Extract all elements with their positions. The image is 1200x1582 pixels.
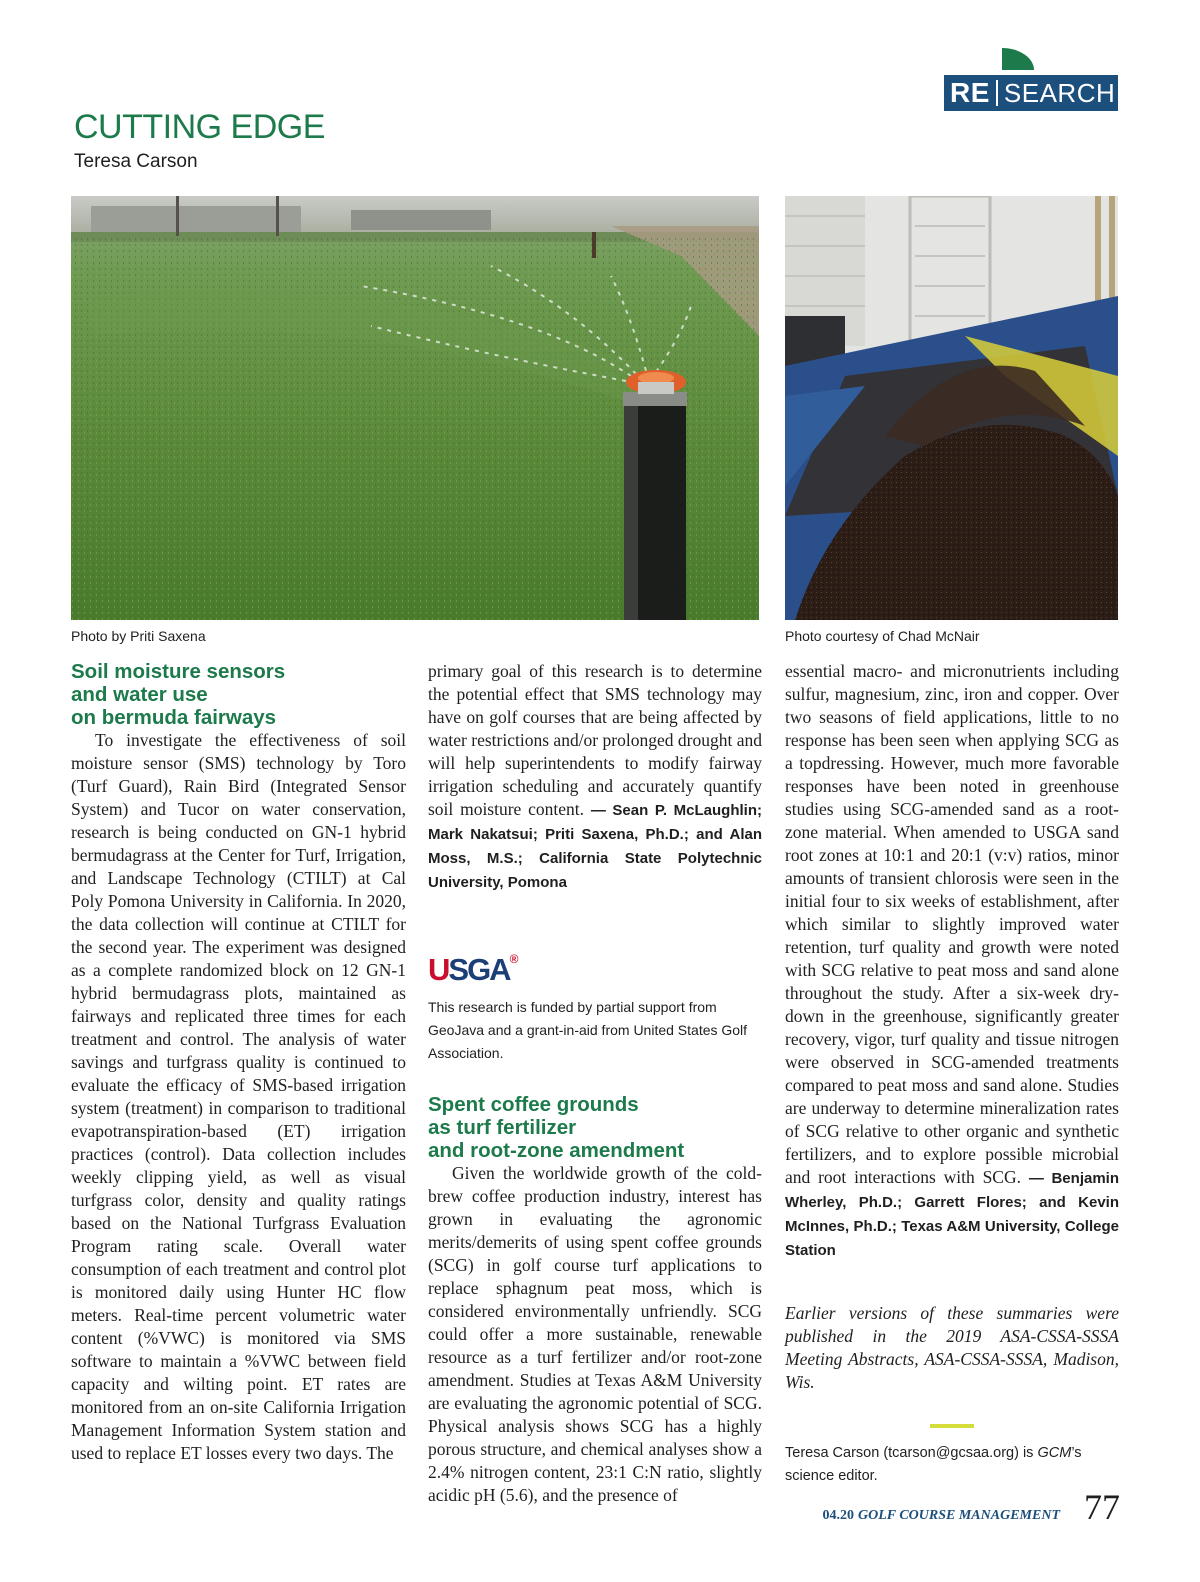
article1-heading-line: on bermuda fairways — [71, 706, 277, 729]
publication-note: Earlier versions of these summaries were published in the 2019 ASA-CSSA-SSSA Meeting Abstracts, ASA-CSSA-SSSA, Madison, Wis. — [785, 1303, 1119, 1392]
bio-text-end: ’s science editor. — [785, 1445, 1082, 1484]
sprinkler-photo — [71, 196, 759, 620]
magazine-name: GOLF COURSE MANAGEMENT — [857, 1508, 1060, 1523]
article2-heading-line: as turf fertilizer — [428, 1116, 577, 1139]
article1-byline: — Sean P. McLaughlin; Mark Nakatsui; Priti Saxena, Ph.D.; and Alan Moss, M.S.; California State Polytechnic University, Pomona — [428, 802, 762, 891]
funding-note: This research is funded by partial support from GeoJava and a grant-in-aid from United States Golf Association. — [428, 999, 748, 1061]
page-title: CUTTING EDGE — [74, 108, 325, 146]
bio-magazine: GCM — [1037, 1445, 1072, 1461]
column-3 — [785, 660, 1119, 1488]
issue-date: 04.20 — [822, 1508, 854, 1523]
article2-body-text: essential macro- and micronutrients including sulfur, magnesium, zinc, iron and copper. Over two seasons of field applications, little to no response has been seen when applying SCG as a topdressing. However, much more favorable responses have been noted in greenhouse studies using SCG-amended sand as a root-zone material. When amended to USGA sand root zones at 10:1 and 20:1 (v:v) ratios, minor amounts of transient chlorosis were seen in the initial four to six weeks of establishment, after which similar to slightly improved water retention, turf quality and growth were noted with SCG relative to peat moss and sand alone throughout the study. After a six-week dry-down in the greenhouse, significantly greater recovery, vigor, turf quality and tissue nitrogen were observed in SCG-amended treatments compared to peat moss and sand alone. Studies are underway to determine mineralization rates of SCG relative to other organic and synthetic fertilizers, and to explore possible microbial and root interactions with SCG. — [785, 661, 1119, 1187]
badge-search: SEARCH — [1003, 77, 1116, 108]
section-tab-flag — [1002, 48, 1034, 70]
page-number: 77 — [1084, 1487, 1120, 1527]
badge-re: RE — [950, 77, 990, 108]
page-footer — [822, 1486, 1120, 1528]
badge-divider — [996, 80, 998, 106]
article1-body-part2 — [428, 660, 762, 894]
article2-byline: — Benjamin Wherley, Ph.D.; Garrett Flores; and Kevin McInnes, Ph.D.; Texas A&M University, College Station — [785, 1170, 1119, 1259]
editor-bio — [785, 1442, 1119, 1488]
article1-heading — [71, 660, 406, 729]
article2-body-part2 — [785, 660, 1119, 1262]
article2-heading-line: and root-zone amendment — [428, 1139, 685, 1162]
author-name: Teresa Carson — [74, 151, 198, 172]
article1-body-part1: To investigate the effectiveness of soil moisture sensor (SMS) technology by Toro (Turf Guard), Rain Bird (Integrated Sensor System) and Tucor on water conservation, research is being conducted on GN-1 hybrid bermudagrass at the Center for Turf, Irrigation, and Landscape Technology (CTILT) at Cal Poly Pomona University in California. In 2020, the data collection will continue at CTILT for the second year. The experiment was designed as a complete randomized block on 12 GN-1 hybrid bermudagrass plots, maintained as fairways and replicated three times for each treatment and control. The analysis of water savings and turfgrass quality is continued to evaluate the efficacy of SMS-based irrigation system (treatment) in comparison to traditional evapotranspiration-based (ET) irrigation practices (control). Data collection includes weekly clipping yield, as well as visual turfgrass color, density and quality ratings based on the National Turfgrass Evaluation Program rating scale. Overall water consumption of each treatment and control plot is monitored daily using Hunter HC flow meters. Real-time percent volumetric water content (%VWC) is monitored via SMS software to maintain a %VWC between field capacity and wilting point. ET rates are monitored from an on-site California Irrigation Management Information System station and used to replace ET losses every two days. The — [71, 730, 406, 1463]
article2-heading-line: Spent coffee grounds — [428, 1093, 639, 1116]
article2-body-part1: Given the worldwide growth of the cold-brew coffee production industry, interest has grown in evaluating the agronomic merits/demerits of using spent coffee grounds (SCG) in golf course turf applications to replace sphagnum peat moss, which is considered environmentally unfriendly. SCG could offer a more sustainable, renewable resource as a turf fertilizer and/or root-zone amendment. Studies at Texas A&M University are evaluating the agronomic potential of SCG. Physical analysis shows SCG has a highly porous structure, and chemical analyses show a 2.4% nitrogen content, 23:1 C:N ratio, slightly acidic pH (5.6), and the presence of — [428, 1163, 762, 1505]
article1-heading-line: Soil moisture sensors — [71, 660, 286, 683]
column-2 — [428, 660, 762, 1507]
coffee-grounds-photo — [785, 196, 1118, 620]
article2-heading — [428, 1093, 762, 1162]
photo-credit-1: Photo by Priti Saxena — [71, 628, 206, 644]
photo-credit-2: Photo courtesy of Chad McNair — [785, 628, 980, 644]
article1-body-text: primary goal of this research is to determine the potential effect that SMS technology may have on golf courses that are being affected by water restrictions and/or prolonged drought and will help superintendents to modify fairway irrigation scheduling and accurately quantify soil moisture content. — [428, 661, 762, 819]
research-badge — [944, 75, 1118, 111]
bio-text: Teresa Carson (tcarson@gcsaa.org) is — [785, 1445, 1038, 1461]
usga-logo: USGA® — [428, 952, 519, 987]
column-1 — [71, 660, 406, 1465]
article1-heading-line: and water use — [71, 683, 208, 706]
